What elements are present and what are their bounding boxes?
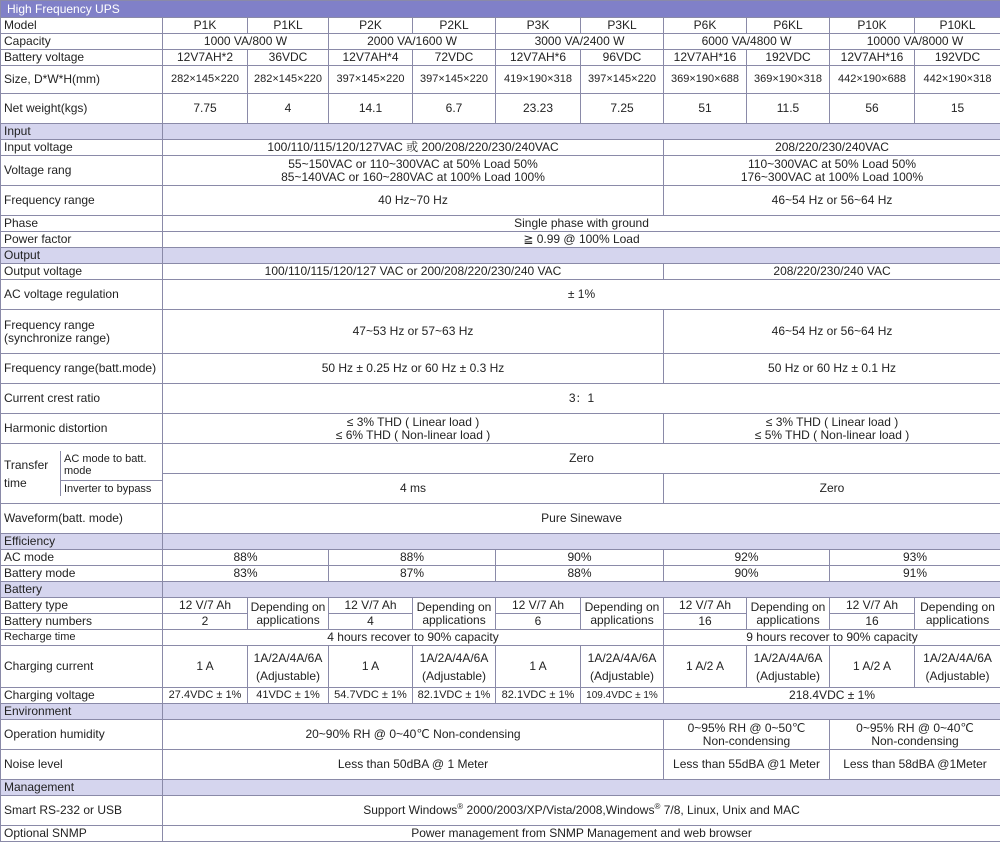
- value-cell: 90%: [664, 566, 830, 582]
- value-cell: 12 V/7 Ah: [496, 598, 581, 614]
- section-title: Battery: [1, 582, 163, 598]
- value-cell: 1A/2A/4A/6A (Adjustable): [248, 646, 329, 688]
- value-cell: 4 hours recover to 90% capacity: [163, 630, 664, 646]
- value-cell: Less than 58dBA @1Meter: [830, 750, 1000, 780]
- section-title: Input: [1, 124, 163, 140]
- section-title: Environment: [1, 704, 163, 720]
- row-transfer-ac: [1, 444, 1000, 474]
- value-cell: 54.7VDC ± 1%: [329, 688, 413, 704]
- model-cell: P1K: [163, 18, 248, 34]
- weight-cell: 6.7: [413, 94, 496, 124]
- row-label: Battery voltage: [1, 50, 163, 66]
- row-rs232: [1, 796, 1000, 826]
- value-cell: 16: [830, 614, 915, 630]
- model-cell: P10K: [830, 18, 915, 34]
- value-cell: 27.4VDC ± 1%: [163, 688, 248, 704]
- model-cell: P6K: [664, 18, 747, 34]
- value-cell: Single phase with ground: [163, 216, 1000, 232]
- value-cell: ≧ 0.99 @ 100% Load: [163, 232, 1000, 248]
- size-cell: 397×145×220: [413, 66, 496, 94]
- value-cell: 3：1: [163, 384, 1000, 414]
- row-snmp: [1, 826, 1000, 842]
- value-cell: 12 V/7 Ah: [329, 598, 413, 614]
- row-weight: [1, 94, 1000, 124]
- weight-cell: 11.5: [747, 94, 830, 124]
- row-output-voltage: [1, 264, 1000, 280]
- row-frequency-batt: [1, 354, 1000, 384]
- section-title: Management: [1, 780, 163, 796]
- value-cell: 4 ms: [163, 474, 664, 504]
- value-cell: Less than 55dBA @1 Meter: [664, 750, 830, 780]
- value-cell: 92%: [664, 550, 830, 566]
- row-label: Voltage rang: [1, 156, 163, 186]
- weight-cell: 15: [915, 94, 1000, 124]
- battery-voltage-cell: 12V7AH*16: [830, 50, 915, 66]
- row-waveform: [1, 504, 1000, 534]
- value-cell: Power management from SNMP Management and web browser: [163, 826, 1000, 842]
- value-cell: 0~95% RH @ 0~40℃ Non-condensing: [830, 720, 1000, 750]
- row-label: Phase: [1, 216, 163, 232]
- value-cell: 87%: [329, 566, 496, 582]
- model-cell: P2KL: [413, 18, 496, 34]
- value-cell: 90%: [496, 550, 664, 566]
- size-cell: 369×190×318: [747, 66, 830, 94]
- value-cell: 110~300VAC at 50% Load 50% 176~300VAC at 100% Load 100%: [664, 156, 1000, 186]
- row-size: [1, 66, 1000, 94]
- table-title: High Frequency UPS: [1, 1, 1000, 18]
- row-label: Battery mode: [1, 566, 163, 582]
- row-label: Frequency range (synchronize range): [1, 310, 163, 354]
- weight-cell: 51: [664, 94, 747, 124]
- value-cell: 88%: [163, 550, 329, 566]
- capacity-cell: 2000 VA/1600 W: [329, 34, 496, 50]
- value-cell: 55~150VAC or 110~300VAC at 50% Load 50% 85~140VAC or 160~280VAC at 100% Load 100%: [163, 156, 664, 186]
- value-cell: 93%: [830, 550, 1000, 566]
- value-cell: Less than 50dBA @ 1 Meter: [163, 750, 664, 780]
- value-cell: 6: [496, 614, 581, 630]
- capacity-cell: 6000 VA/4800 W: [664, 34, 830, 50]
- size-cell: 282×145×220: [248, 66, 329, 94]
- value-cell: Support Windows® 2000/2003/XP/Vista/2008,Windows® 7/8, Linux, Unix and MAC: [163, 796, 1000, 826]
- row-battery-numbers: [1, 614, 1000, 630]
- row-label: Smart RS-232 or USB: [1, 796, 163, 826]
- weight-cell: 56: [830, 94, 915, 124]
- value-cell: 88%: [329, 550, 496, 566]
- row-battery-voltage: [1, 50, 1000, 66]
- value-cell: 16: [664, 614, 747, 630]
- value-cell: 218.4VDC ± 1%: [664, 688, 1000, 704]
- value-cell: 88%: [496, 566, 664, 582]
- row-label: Operation humidity: [1, 720, 163, 750]
- row-harmonic: [1, 414, 1000, 444]
- battery-voltage-cell: 12V7AH*4: [329, 50, 413, 66]
- row-label: Current crest ratio: [1, 384, 163, 414]
- value-cell: 1A/2A/4A/6A (Adjustable): [915, 646, 1000, 688]
- row-label: Recharge time: [1, 630, 163, 646]
- row-voltage-rang: [1, 156, 1000, 186]
- row-input-voltage: [1, 140, 1000, 156]
- size-cell: 442×190×688: [830, 66, 915, 94]
- section-output: [1, 248, 1000, 264]
- value-cell: 82.1VDC ± 1%: [496, 688, 581, 704]
- value-cell: 1 A/2 A: [664, 646, 747, 688]
- value-cell: 82.1VDC ± 1%: [413, 688, 496, 704]
- value-cell: 208/220/230/240VAC: [664, 140, 1000, 156]
- model-cell: P2K: [329, 18, 413, 34]
- value-cell: 91%: [830, 566, 1000, 582]
- model-cell: P3K: [496, 18, 581, 34]
- value-cell: Depending on applications: [248, 598, 329, 630]
- row-label: Charging voltage: [1, 688, 163, 704]
- row-label: Power factor: [1, 232, 163, 248]
- value-cell: 4: [329, 614, 413, 630]
- battery-voltage-cell: 192VDC: [915, 50, 1000, 66]
- battery-voltage-cell: 12V7AH*2: [163, 50, 248, 66]
- value-cell: 46~54 Hz or 56~64 Hz: [664, 310, 1000, 354]
- value-cell: 1 A: [496, 646, 581, 688]
- value-cell: 208/220/230/240 VAC: [664, 264, 1000, 280]
- model-cell: P1KL: [248, 18, 329, 34]
- row-label: Waveform(batt. mode): [1, 504, 163, 534]
- value-cell: ± 1%: [163, 280, 1000, 310]
- section-management: [1, 780, 1000, 796]
- battery-voltage-cell: 96VDC: [581, 50, 664, 66]
- row-noise: [1, 750, 1000, 780]
- value-cell: 0~95% RH @ 0~50℃ Non-condensing: [664, 720, 830, 750]
- value-cell: Depending on applications: [915, 598, 1000, 630]
- row-ac-mode: [1, 550, 1000, 566]
- value-cell: 50 Hz or 60 Hz ± 0.1 Hz: [664, 354, 1000, 384]
- value-cell: 1A/2A/4A/6A (Adjustable): [581, 646, 664, 688]
- row-label: AC voltage regulation: [1, 280, 163, 310]
- value-cell: 9 hours recover to 90% capacity: [664, 630, 1000, 646]
- model-cell: P10KL: [915, 18, 1000, 34]
- value-cell: 83%: [163, 566, 329, 582]
- value-cell: 1A/2A/4A/6A (Adjustable): [413, 646, 496, 688]
- value-cell: 41VDC ± 1%: [248, 688, 329, 704]
- inverter-bypass-label: Inverter to bypass: [64, 483, 152, 495]
- value-cell: Zero: [163, 444, 1000, 474]
- row-label: Size, D*W*H(mm): [1, 66, 163, 94]
- row-label: Frequency range(batt.mode): [1, 354, 163, 384]
- row-label: Charging current: [1, 646, 163, 688]
- section-efficiency: [1, 534, 1000, 550]
- section-environment: [1, 704, 1000, 720]
- weight-cell: 4: [248, 94, 329, 124]
- weight-cell: 7.25: [581, 94, 664, 124]
- value-cell: 100/110/115/120/127VAC 或 200/208/220/230/240VAC: [163, 140, 664, 156]
- capacity-cell: 1000 VA/800 W: [163, 34, 329, 50]
- section-title: Efficiency: [1, 534, 163, 550]
- row-battery-type: [1, 598, 1000, 614]
- row-label: Net weight(kgs): [1, 94, 163, 124]
- row-power-factor: [1, 232, 1000, 248]
- value-cell: 12 V/7 Ah: [664, 598, 747, 614]
- value-cell: 12 V/7 Ah: [163, 598, 248, 614]
- size-cell: 442×190×318: [915, 66, 1000, 94]
- row-label: Battery type: [1, 598, 163, 614]
- value-cell: 50 Hz ± 0.25 Hz or 60 Hz ± 0.3 Hz: [163, 354, 664, 384]
- value-cell: 12 V/7 Ah: [830, 598, 915, 614]
- model-cell: P6KL: [747, 18, 830, 34]
- battery-voltage-cell: 72VDC: [413, 50, 496, 66]
- weight-cell: 7.75: [163, 94, 248, 124]
- size-cell: 282×145×220: [163, 66, 248, 94]
- section-input: [1, 124, 1000, 140]
- row-ac-regulation: [1, 280, 1000, 310]
- value-cell: 100/110/115/120/127 VAC or 200/208/220/230/240 VAC: [163, 264, 664, 280]
- model-cell: P3KL: [581, 18, 664, 34]
- value-cell: 40 Hz~70 Hz: [163, 186, 664, 216]
- value-cell: 46~54 Hz or 56~64 Hz: [664, 186, 1000, 216]
- value-cell: 1 A/2 A: [830, 646, 915, 688]
- row-label: Capacity: [1, 34, 163, 50]
- weight-cell: 14.1: [329, 94, 413, 124]
- row-label: AC mode: [1, 550, 163, 566]
- value-cell: ≤ 3% THD ( Linear load ) ≤ 5% THD ( Non-linear load ): [664, 414, 1000, 444]
- capacity-cell: 3000 VA/2400 W: [496, 34, 664, 50]
- row-phase: [1, 216, 1000, 232]
- size-cell: 419×190×318: [496, 66, 581, 94]
- row-label: Optional SNMP: [1, 826, 163, 842]
- value-cell: 47~53 Hz or 57~63 Hz: [163, 310, 664, 354]
- section-battery: [1, 582, 1000, 598]
- row-input-frequency: [1, 186, 1000, 216]
- row-capacity: [1, 34, 1000, 50]
- row-label: Frequency range: [1, 186, 163, 216]
- transfer-label-cell: [1, 444, 163, 504]
- section-title: Output: [1, 248, 163, 264]
- value-cell: Depending on applications: [581, 598, 664, 630]
- row-humidity: [1, 720, 1000, 750]
- row-output-frequency: [1, 310, 1000, 354]
- weight-cell: 23.23: [496, 94, 581, 124]
- row-label: Battery numbers: [1, 614, 163, 630]
- row-battery-mode: [1, 566, 1000, 582]
- capacity-cell: 10000 VA/8000 W: [830, 34, 1000, 50]
- size-cell: 369×190×688: [664, 66, 747, 94]
- row-label: Noise level: [1, 750, 163, 780]
- ac-to-batt-label: AC mode to batt. mode: [61, 451, 162, 481]
- battery-voltage-cell: 12V7AH*16: [664, 50, 747, 66]
- size-cell: 397×145×220: [329, 66, 413, 94]
- row-label: Model: [1, 18, 163, 34]
- row-charging-voltage: [1, 688, 1000, 704]
- row-charging-current: [1, 646, 1000, 688]
- battery-voltage-cell: 36VDC: [248, 50, 329, 66]
- row-crest-ratio: [1, 384, 1000, 414]
- value-cell: 1A/2A/4A/6A (Adjustable): [747, 646, 830, 688]
- value-cell: 20~90% RH @ 0~40℃ Non-condensing: [163, 720, 664, 750]
- value-cell: 2: [163, 614, 248, 630]
- row-label: Harmonic distortion: [1, 414, 163, 444]
- value-cell: Depending on applications: [747, 598, 830, 630]
- value-cell: Depending on applications: [413, 598, 496, 630]
- value-cell: Pure Sinewave: [163, 504, 1000, 534]
- row-label: Output voltage: [1, 264, 163, 280]
- size-cell: 397×145×220: [581, 66, 664, 94]
- value-cell: 1 A: [329, 646, 413, 688]
- value-cell: 1 A: [163, 646, 248, 688]
- row-recharge-time: [1, 630, 1000, 646]
- battery-voltage-cell: 192VDC: [747, 50, 830, 66]
- value-cell: ≤ 3% THD ( Linear load ) ≤ 6% THD ( Non-linear load ): [163, 414, 664, 444]
- row-model: [1, 18, 1000, 34]
- value-cell: Zero: [664, 474, 1000, 504]
- battery-voltage-cell: 12V7AH*6: [496, 50, 581, 66]
- transfer-label: Transfer time: [1, 451, 61, 496]
- row-label: Input voltage: [1, 140, 163, 156]
- value-cell: 109.4VDC ± 1%: [581, 688, 664, 704]
